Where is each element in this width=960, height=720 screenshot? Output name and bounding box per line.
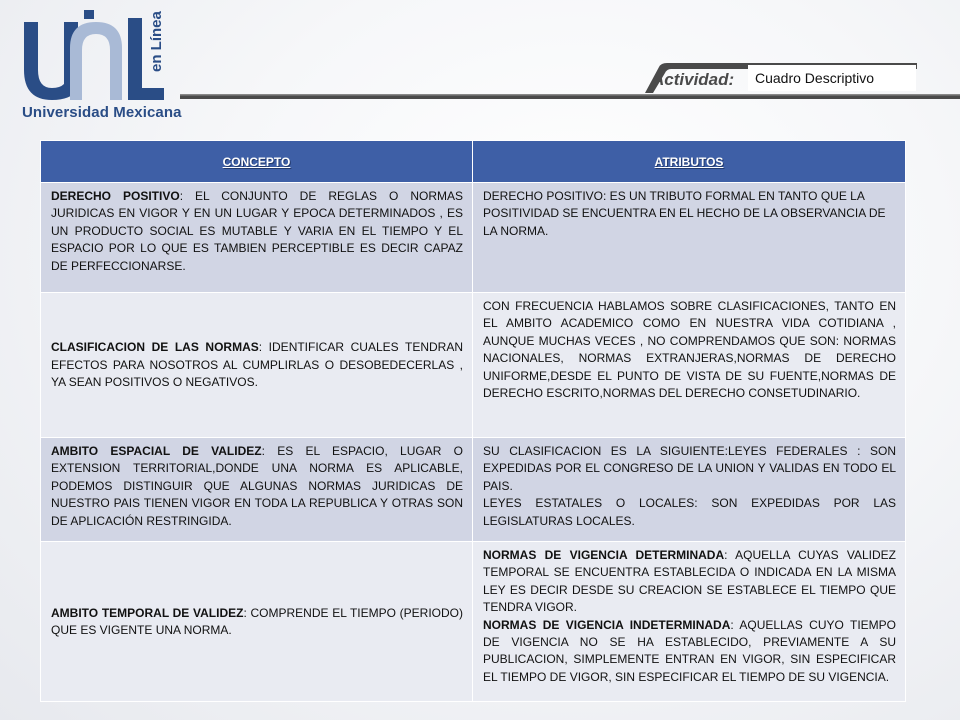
activity-value: Cuadro Descriptivo (748, 65, 916, 91)
concept-cell (41, 438, 473, 542)
concept-text: : COMPRENDE EL TIEMPO (PERIODO) QUE ES VIGENTE UNA NORMA. (51, 605, 463, 637)
concept-cell (41, 293, 473, 438)
activity-label: Actividad: (652, 70, 735, 89)
header-concepto: CONCEPTO (41, 141, 473, 183)
attribute-text: : AQUELLAS CUYO TIEMPO DE VIGENCIA NO SE HA ESTABLECIDO, PREVIAMENTE A SU PUBLICACION, SIMPLEMENTE ENTRAN EN VIGOR, SIN ESPECIFICAR EL TIEMPO DE VIGOR, SIN ESPECIFICAR EL TIEMPO DE SU VIGENCIA. (483, 617, 897, 684)
attribute-cell (473, 542, 906, 702)
table-row (41, 542, 906, 702)
concept-title: AMBITO ESPACIAL DE VALIDEZ (51, 444, 262, 458)
attribute-text: : AQUELLA CUYAS VALIDEZ TEMPORAL SE ENCUENTRA ESTABLECIDA O INDICADA EN LA MISMA LEY ES DECIR DESDE SU CREACION SE ESTABLECE EL TIEMPO QUE TENDRA VIGOR. (483, 548, 896, 615)
logo-name: Universidad Mexicana (22, 104, 182, 121)
table-row (41, 183, 906, 293)
descriptive-table (40, 140, 906, 702)
concept-cell (41, 542, 473, 702)
table-header-row (41, 141, 906, 183)
attribute-text: SU CLASIFICACION ES LA SIGUIENTE:LEYES FEDERALES : SON EXPEDIDAS POR EL CONGRESO DE LA UNION Y VALIDAS EN TODO EL PAIS. (483, 444, 896, 493)
concept-text: : ES EL ESPACIO, LUGAR O EXTENSION TERRITORIAL,DONDE UNA NORMA ES APLICABLE, PODEMOS DISTINGUIR QUE ALGUNAS NORMAS JURIDICAS DE NUESTRO PAIS TIENEN VIGOR EN TODA LA REPUBLICA Y OTRAS SON DE APLICACIÓN RESTRINGIDA. (51, 444, 464, 528)
attribute-text: DERECHO POSITIVO: ES UN TRIBUTO FORMAL EN TANTO QUE LA POSITIVIDAD SE ENCUENTRA EN EL HECHO DE LA OBSERVANCIA DE LA NORMA. (483, 189, 886, 238)
attribute-title: NORMAS DE VIGENCIA DETERMINADA (483, 548, 725, 562)
attribute-cell (473, 293, 906, 438)
attribute-cell (473, 438, 906, 542)
concept-text: : EL CONJUNTO DE REGLAS O NORMAS JURIDICAS EN VIGOR Y EN UN LUGAR Y EPOCA DETERMINADOS , ES UN PRODUCTO SOCIAL ES MUTABLE Y VARIA EN EL TIEMPO Y EL ESPACIO POR LO QUE ES TAMBIEN PERCEPTIBLE ES DECIR CAPAZ DE PERFECCIONARSE. (51, 189, 463, 273)
concept-title: DERECHO POSITIVO (51, 189, 180, 203)
attribute-text: CON FRECUENCIA HABLAMOS SOBRE CLASIFICACIONES, TANTO EN EL AMBITO ACADEMICO COMO EN NUESTRA VIDA COTIDIANA , AUNQUE MUCHAS VECES , NO COMPRENDAMOS QUE SON: NORMAS NACIONALES, NORMAS EXTRANJERAS,NORMAS DE DERECHO UNIFORME,DESDE EL PUNTO DE VISTA DE SU FUENTE,NORMAS DE DERECHO ESCRITO,NORMAS DEL DERECHO CONSETUDINARIO. (483, 299, 896, 401)
header-divider (180, 92, 960, 102)
attribute-cell (473, 183, 906, 293)
concept-text: : IDENTIFICAR CUALES TENDRAN EFECTOS PARA NOSOTROS AL CUMPLIRLAS O DESOBEDECERLAS , YA SEAN POSITIVOS O NEGATIVOS. (51, 340, 463, 390)
concept-cell (41, 183, 473, 293)
concept-title: CLASIFICACION DE LAS NORMAS (51, 340, 259, 355)
table-row (41, 438, 906, 542)
header-atributos: ATRIBUTOS (473, 141, 906, 183)
attribute-title: NORMAS DE VIGENCIA INDETERMINADA (483, 617, 731, 632)
attribute-text: LEYES ESTATALES O LOCALES: SON EXPEDIDAS POR LAS LEGISLATURAS LOCALES. (483, 496, 896, 528)
table-row (41, 293, 906, 438)
concept-title: AMBITO TEMPORAL DE VALIDEZ (51, 605, 244, 620)
logo-tagline: en Línea (148, 11, 165, 72)
